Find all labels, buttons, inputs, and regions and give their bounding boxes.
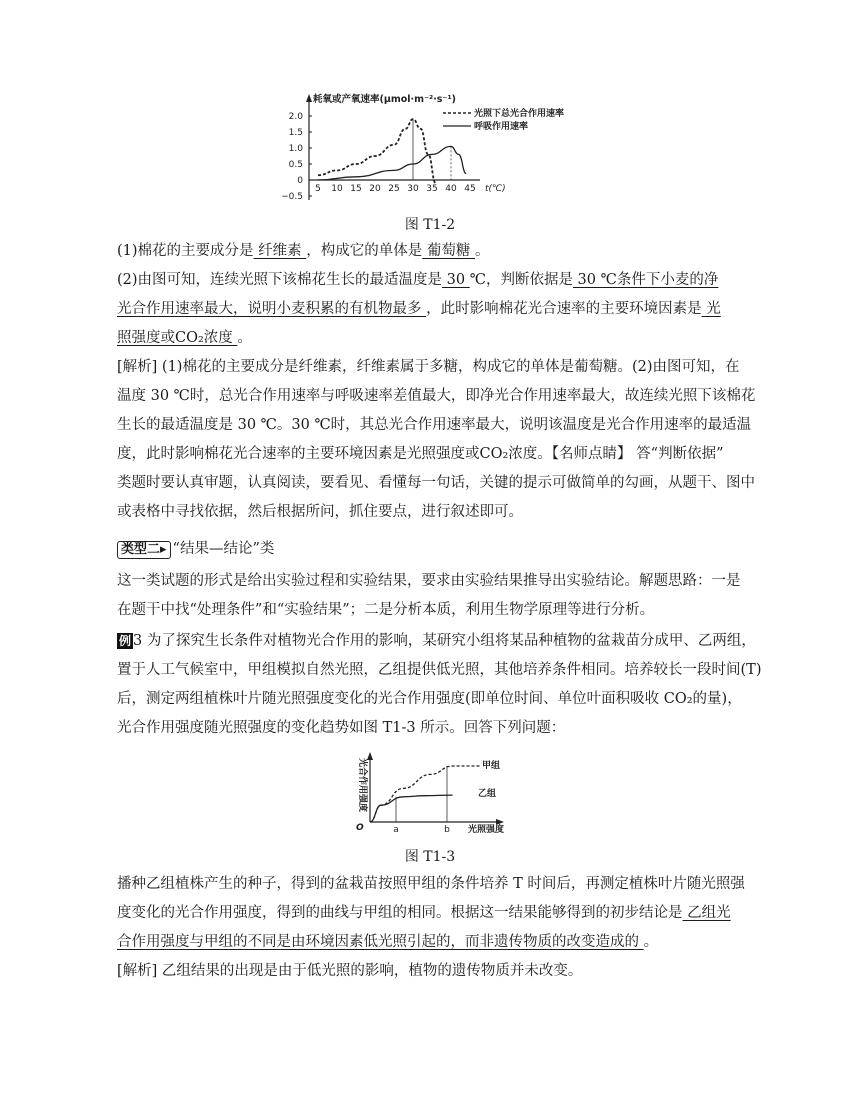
q2-text: (2)由图可知，连续光照下该棉花生长的最适温度是 (117, 272, 443, 288)
example-3-line: 光合作用强度随光照强度的变化趋势如图 T1-3 所示。回答下列问题： (117, 720, 566, 736)
fig1-legend-dashed-label: 光照下总光合作用速率 (474, 109, 565, 119)
fig1-xunit: t(℃) (485, 184, 506, 194)
fig2-tick-b: b (444, 825, 450, 835)
q1-text-end: 。 (474, 243, 490, 259)
fig2-tick-a: a (393, 825, 399, 835)
fig2-y-arrow (367, 752, 373, 760)
q2-text-end: 。 (237, 330, 252, 346)
type-2-title: “结果—结论”类 (172, 541, 275, 557)
fig1-xtick: 35 (426, 184, 438, 194)
q3-answer-cont: 合作用强度与甲组的不同是由环境因素低光照引起的，而非遗传物质的改变造成的 (117, 934, 644, 950)
analysis-2: [解析] 乙组结果的出现是由于低光照的影响，植物的遗传物质并未改变。 (117, 963, 583, 979)
fig1-ylabel: 耗氧或产氧速率(μmol·m⁻²·s⁻¹) (313, 94, 456, 105)
fig1-ytick: 2.0 (288, 112, 303, 122)
fig2-label-jia: 甲组 (482, 761, 501, 771)
q2-text-mid: ℃，判断依据是 (469, 272, 573, 288)
intro-line: 这一类试题的形式是给出实验过程和实验结果，要求由实验结果推导出实验结论。解题思路：一是 (117, 573, 741, 589)
q2-answer-basis-cont: 光合作用速率最大，说明小麦积累的有机物最多 (117, 301, 427, 317)
fig1-ticks (281, 112, 506, 202)
question-2-line-3 (117, 324, 777, 353)
question-3-line-3 (117, 928, 777, 957)
fig1-xtick: 40 (445, 184, 457, 194)
example-3-line: 后，测定两组植株叶片随光照强度变化的光合作用强度(即单位时间、单位叶面积吸收 CO₂的量)， (117, 691, 742, 707)
q2-answer-factor-cont: 照强度或CO₂浓度 (117, 330, 238, 346)
fig1-series-respiration (318, 146, 466, 180)
fig1-ytick: 0.5 (288, 160, 303, 170)
type-2-heading (117, 535, 777, 564)
q2-answer-temp: 30 (442, 272, 470, 288)
fig2-xlabel: 光照强度 (468, 825, 505, 835)
q2-answer-factor: 光 (701, 301, 721, 317)
question-2-line-2 (117, 295, 777, 324)
analysis-1-line: 类题时要认真审题，认真阅读，要看见、看懂每一句话，关键的提示可做简单的勾画，从题干、图中 (117, 475, 755, 491)
question-3-line-2 (117, 899, 777, 928)
fig1-series (318, 119, 466, 183)
fig1-ytick: 0 (297, 176, 303, 186)
example-badge: 例 (119, 634, 132, 648)
figure-t1-2 (275, 88, 615, 213)
fig1-caption: 图 T1-2 (404, 217, 456, 233)
q2-text-mid2: ，此时影响棉花光合速率的主要环境因素是 (426, 301, 702, 317)
figure-t1-3 (340, 750, 530, 842)
question-1 (117, 237, 777, 266)
q1-text-mid: ，构成它的单体是 (306, 243, 423, 259)
fig1-ytick: 1.5 (288, 128, 303, 138)
fig1-ytick: 1.0 (288, 144, 303, 154)
question-3-line: 播种乙组植株产生的种子，得到的盆栽苗按照甲组的条件培养 T 时间后，再测定植株叶片随光照强 (117, 876, 745, 892)
analysis-1-line: 生长的最适温度是 30 ℃。30 ℃时，其总光合作用速率最大，说明该温度是光合作用速率的最适温 (117, 417, 752, 433)
fig2-origin: O (356, 823, 364, 833)
fig2-series (370, 766, 480, 822)
fig1-ytick: −0.5 (281, 192, 303, 202)
fig1-xtick: 20 (369, 184, 381, 194)
example-3-line: 置于人工气候室中，甲组模拟自然光照，乙组提供低光照，其他培养条件相同。培养较长一段时间(T) (117, 662, 762, 678)
q2-answer-basis: 30 ℃条件下小麦的净 (572, 272, 719, 288)
fig2-label-yi: 乙组 (478, 789, 497, 799)
fig1-xtick: 15 (350, 184, 362, 194)
fig2-series-jia (370, 766, 480, 822)
example-3-line-1 (117, 627, 777, 656)
q3-text-end: 。 (643, 934, 659, 950)
fig2-series-yi (370, 795, 453, 822)
example-3-text: 3 为了探究生长条件对植物光合作用的影响，某研究小组将某品种植物的盆栽苗分成甲、乙两组， (133, 633, 756, 649)
fig1-xtick: 10 (331, 184, 343, 194)
fig1-xtick: 5 (315, 184, 321, 194)
fig1-xtick: 30 (407, 184, 419, 194)
fig1-legend-solid-label: 呼吸作用速率 (474, 122, 529, 132)
q1-answer-1: 纤维素 (253, 243, 307, 259)
q1-answer-2: 葡萄糖 (422, 243, 475, 259)
fig2-caption: 图 T1-3 (404, 849, 456, 865)
fig1-xtick: 45 (464, 184, 476, 194)
q3-text: 度变化的光合作用强度，得到的曲线与甲组的相同。根据这一结果能够得到的初步结论是 (117, 905, 683, 921)
question-2-line-1 (117, 266, 777, 295)
q3-answer: 乙组光 (682, 905, 731, 921)
q1-text: (1)棉花的主要成分是 (117, 243, 254, 259)
analysis-1-line: 温度 30 ℃时，总光合作用速率与呼吸速率差值最大，即净光合作用速率最大，故连续光照下该棉花 (117, 388, 756, 404)
intro-line: 在题干中找“处理条件”和“实验结果”；二是分析本质，利用生物学原理等进行分析。 (117, 602, 655, 618)
type-2-badge: 类型二▸ (117, 541, 171, 559)
fig1-xtick: 25 (388, 184, 400, 194)
fig2-ylabel: 光合作用强度 (357, 758, 367, 813)
fig1-y-arrow (306, 94, 312, 102)
analysis-1-line: 度，此时影响棉花光合速率的主要环境因素是光照强度或CO₂浓度。【名师点睛】 答“判断依据” (117, 446, 724, 462)
analysis-1-line: [解析] (1)棉花的主要成分是纤维素，纤维素属于多糖，构成它的单体是葡萄糖。(2)由图可知，在 (117, 359, 740, 375)
analysis-1-line: 或表格中寻找依据，然后根据所问，抓住要点，进行叙述即可。 (117, 504, 523, 520)
